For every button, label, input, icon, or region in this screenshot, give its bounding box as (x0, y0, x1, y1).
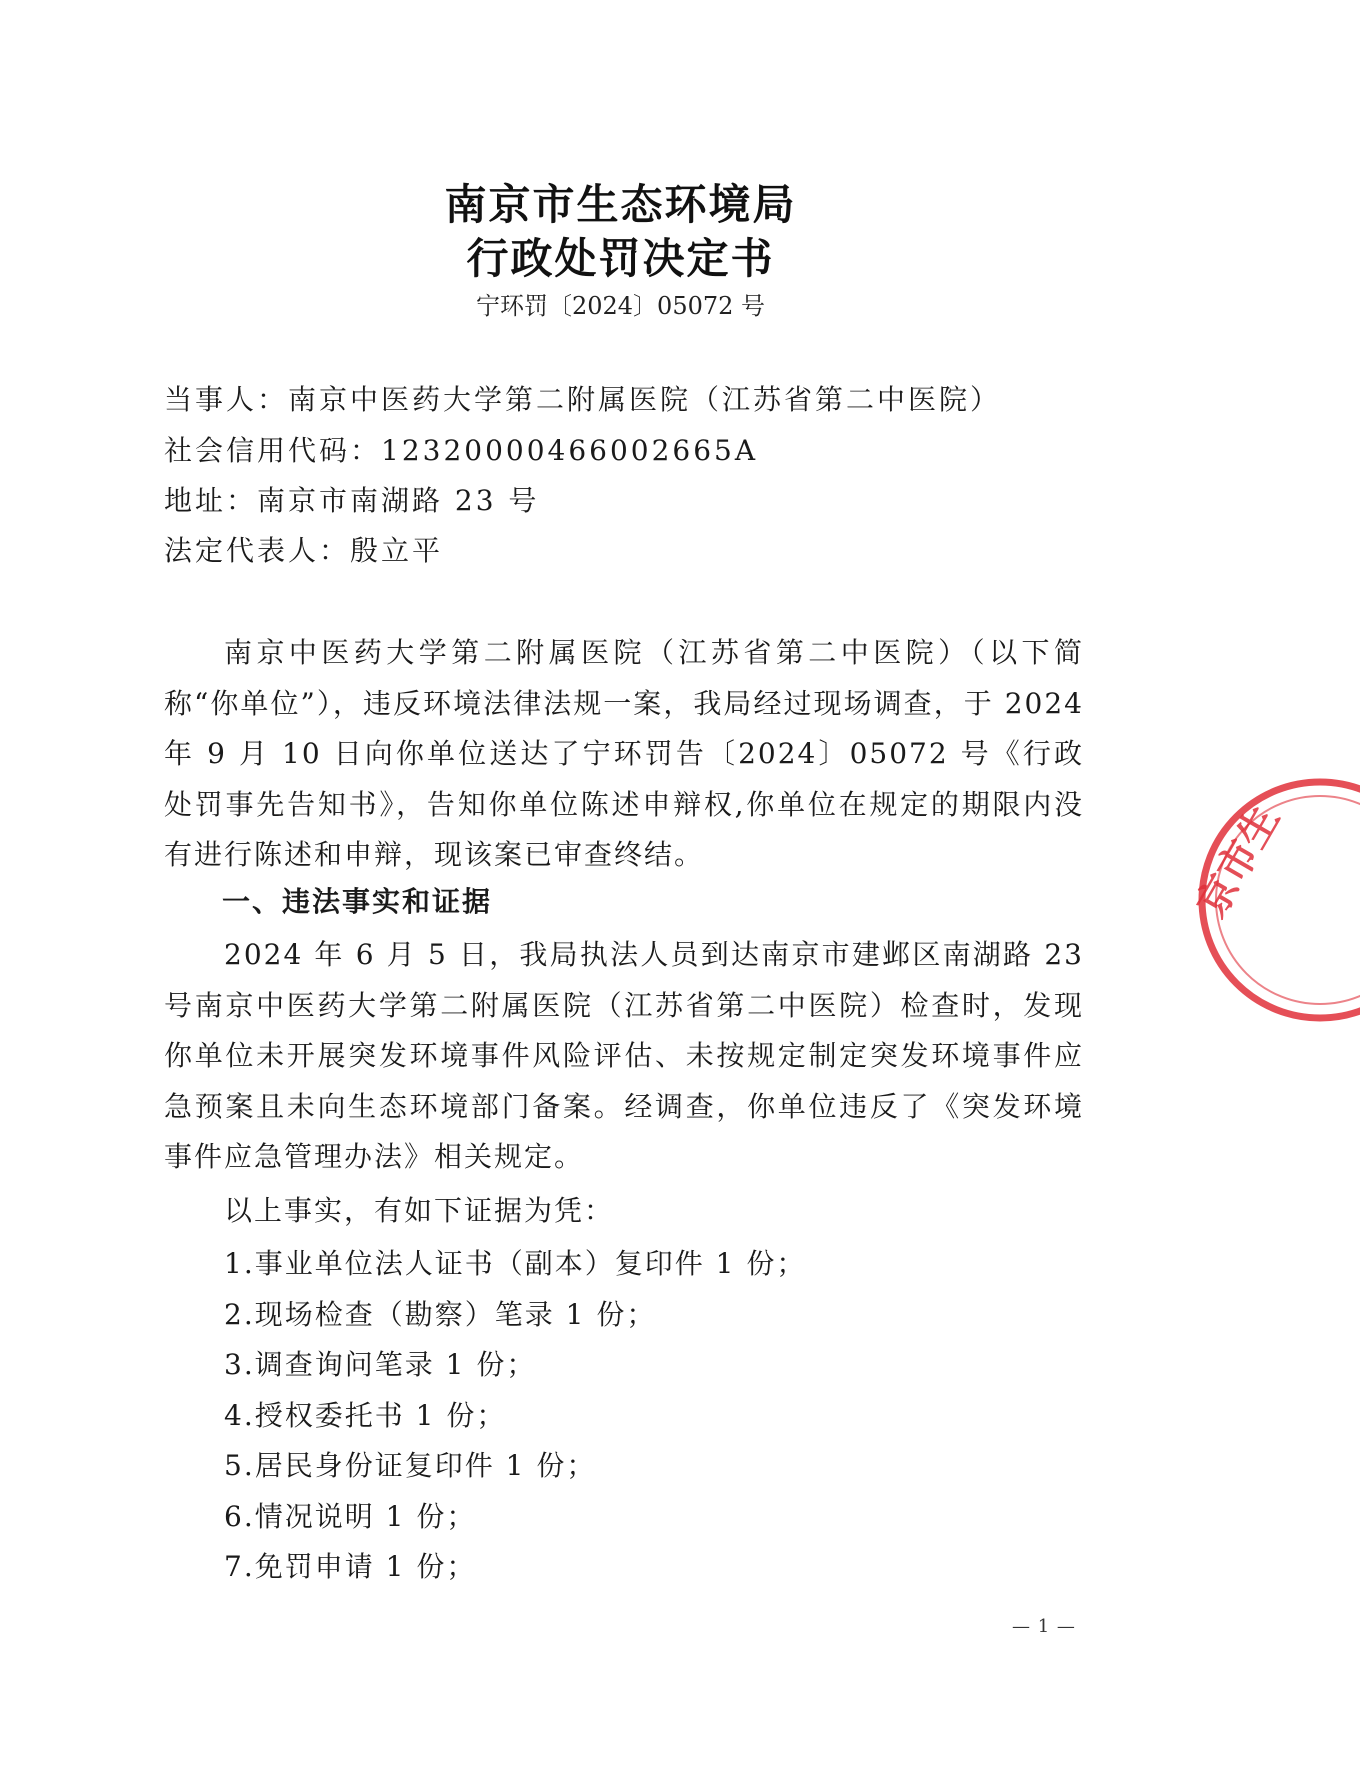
evidence-item: 2.现场检查（勘察）笔录 1 份； (224, 1297, 657, 1331)
evidence-list (224, 1239, 806, 1593)
svg-text:京市生: 京市生 (1188, 798, 1289, 925)
party-name: 当事人：南京中医药大学第二附属医院（江苏省第二中医院） (164, 383, 1002, 416)
page-number: — 1 — (1012, 1616, 1076, 1637)
intro-paragraph: 南京中医药大学第二附属医院（江苏省第二中医院）（以下简称“你单位”），违反环境法律法规一案，我局经过现场调查，于 2024 年 9 月 10 日向你单位送达了宁环罚告〔2024〕05072 号《行政处罚事先告知书》，告知你单位陈述申辩权,你单位在规定的期限内没有进行陈述和申辩，现该案已审查终结。 (164, 636, 1084, 871)
party-address: 地址：南京市南湖路 23 号 (164, 484, 540, 517)
party-legal-rep: 法定代表人：殷立平 (164, 534, 444, 567)
official-seal-icon (1160, 770, 1360, 1030)
evidence-item: 6.情况说明 1 份； (224, 1499, 477, 1533)
evidence-intro: 以上事实，有如下证据为凭： (224, 1194, 615, 1227)
party-credit-code: 社会信用代码：12320000466002665A (164, 434, 759, 467)
document-number: 宁环罚〔2024〕05072 号 (475, 292, 766, 320)
document-title-line2: 行政处罚决定书 (466, 234, 775, 283)
evidence-item: 3.调查询问笔录 1 份； (224, 1348, 537, 1381)
evidence-item: 7.免罚申请 1 份； (224, 1550, 477, 1583)
evidence-item: 5.居民身份证复印件 1 份； (224, 1449, 597, 1482)
facts-paragraph: 2024 年 6 月 5 日，我局执法人员到达南京市建邺区南湖路 23 号南京中医药大学第二附属医院（江苏省第二中医院）检查时，发现你单位未开展突发环境事件风险评估、未按规定制定突发环境事件应急预案且未向生态环境部门备案。经调查，你单位违反了《突发环境事件应急管理办法》相关规定。 (164, 938, 1084, 1173)
evidence-item: 1.事业单位法人证书（副本）复印件 1 份； (224, 1247, 807, 1280)
document-title-line1: 南京市生态环境局 (444, 180, 797, 229)
section-heading-facts: 一、违法事实和证据 (222, 885, 493, 918)
evidence-item: 4.授权委托书 1 份； (224, 1398, 507, 1432)
